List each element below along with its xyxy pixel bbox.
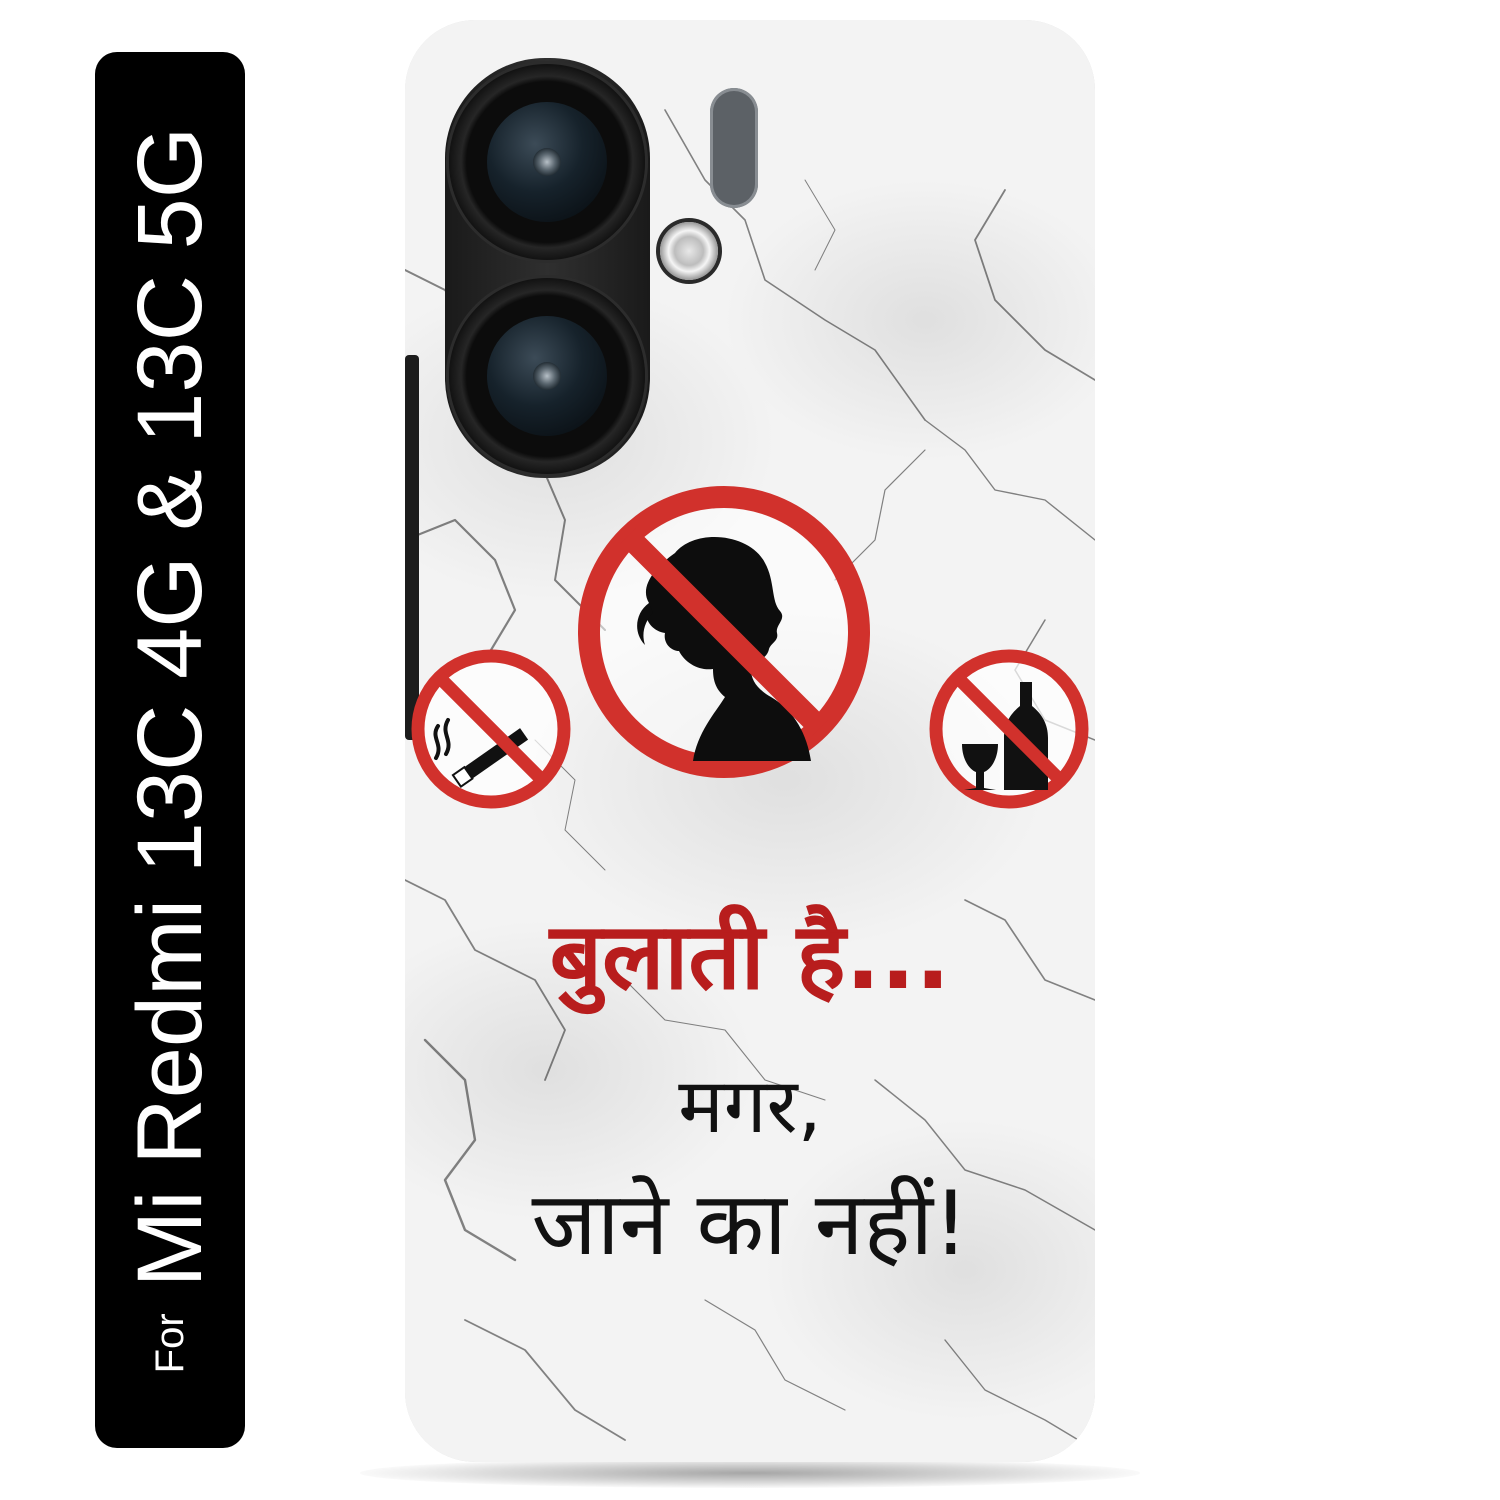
- product-label-panel: [95, 52, 245, 1448]
- quote-line-1: बुलाती है...: [549, 903, 951, 1010]
- secondary-camera-lens: [449, 278, 645, 474]
- sensor-pill: [710, 88, 758, 208]
- quote-line-3: जाने का नहीं!: [531, 1172, 969, 1275]
- product-model-name: Mi Redmi 13C 4G & 13C 5G: [118, 126, 221, 1288]
- camera-module: [445, 58, 650, 478]
- no-girl-silhouette-icon: [575, 483, 873, 781]
- product-label-text: [100, 70, 240, 1430]
- flash-icon: [660, 222, 718, 280]
- product-label-prefix: For: [147, 1313, 192, 1374]
- quote-line-2: मगर,: [678, 1061, 822, 1150]
- case-shadow: [360, 1458, 1140, 1488]
- no-alcohol-icon: [928, 648, 1090, 810]
- no-smoking-icon: [410, 648, 572, 810]
- main-camera-lens: [449, 64, 645, 260]
